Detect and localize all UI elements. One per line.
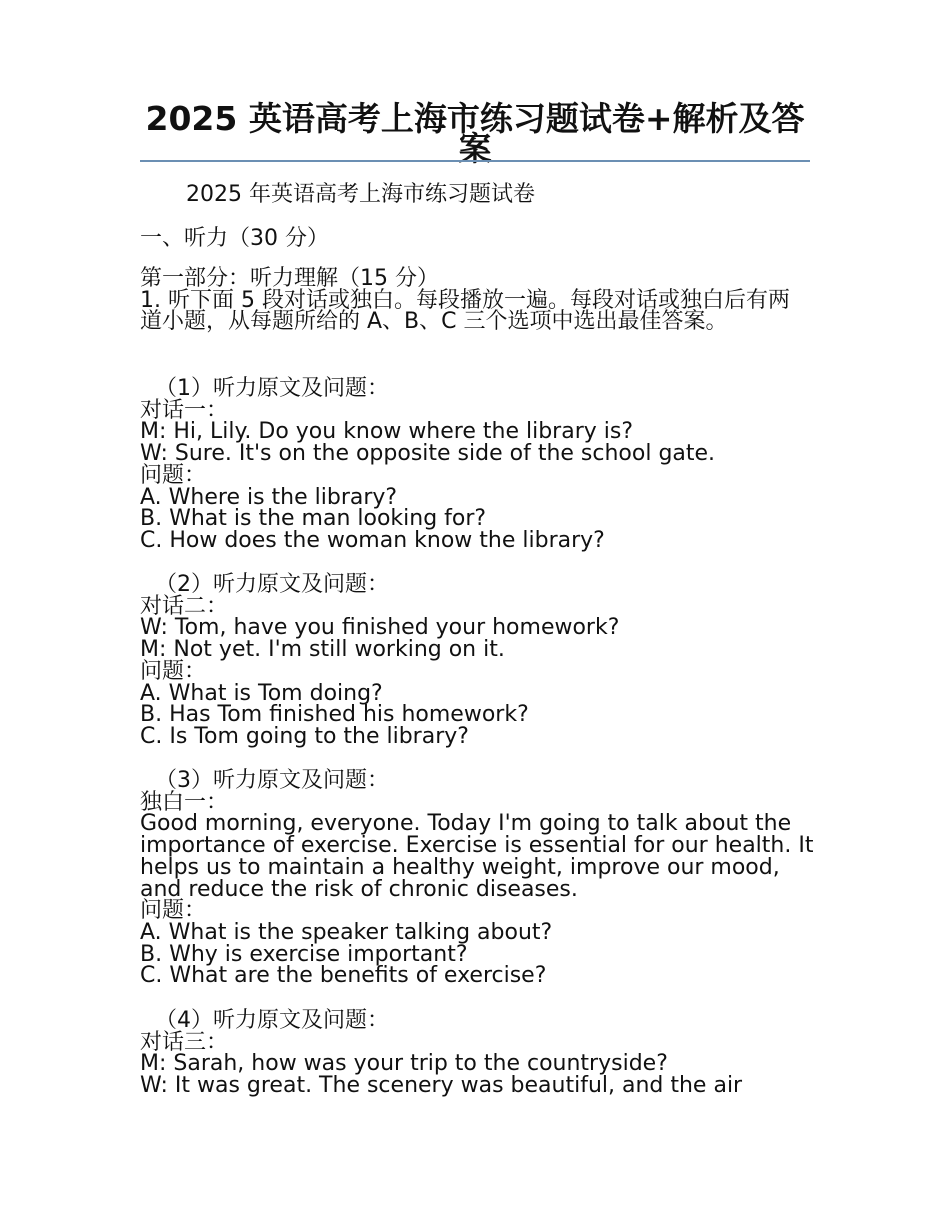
dialogue-label: 对话一： (140, 397, 229, 423)
question-label: 问题： (140, 898, 207, 924)
part-block (140, 268, 810, 333)
instruction-text: 1. 听下面 5 段对话或独白。每段播放一遍。每段对话或独白后有两道小题，从每题所给的 A、B、C 三个选项中选出最佳答案。 (140, 287, 790, 335)
dialogue-line: M: Hi, Lily. Do you know where the library is? (140, 419, 634, 445)
question-label: 问题： (140, 658, 207, 684)
question-block-1 (140, 378, 820, 552)
dialogue-line: M: Sarah, how was your trip to the countryside? (140, 1051, 668, 1077)
document-subtitle: 2025 年英语高考上海市练习题试卷 (186, 182, 535, 207)
option-c: C. Is Tom going to the library? (140, 723, 469, 749)
title-divider (140, 160, 810, 162)
dialogue-label: 对话三： (140, 1029, 229, 1055)
option-a: A. What is the speaker talking about? (140, 919, 553, 945)
question-heading: （2）听力原文及问题： (155, 572, 389, 597)
option-c: C. How does the woman know the library? (140, 527, 605, 553)
option-c: C. What are the benefits of exercise? (140, 963, 547, 989)
dialogue-line: W: Sure. It's on the opposite side of the school gate. (140, 441, 716, 467)
question-label: 问题： (140, 462, 207, 488)
question-heading: （3）听力原文及问题： (155, 768, 389, 793)
monologue-paragraph: Good morning, everyone. Today I'm going to talk about the importance of exercise. Exercise is essential for our health. It helps us to maintain a healthy weight, improve our mood, and reduce the risk of chronic diseases. (140, 811, 814, 902)
option-b: B. Has Tom finished his homework? (140, 702, 529, 728)
question-heading: （1）听力原文及问题： (155, 376, 389, 401)
document-title: 2025 英语高考上海市练习题试卷+解析及答案 (145, 99, 805, 168)
dialogue-label: 对话二： (140, 593, 229, 619)
question-heading: （4）听力原文及问题： (155, 1008, 389, 1033)
dialogue-line: M: Not yet. I'm still working on it. (140, 637, 505, 663)
option-a: A. Where is the library? (140, 484, 398, 510)
option-b: B. Why is exercise important? (140, 941, 468, 967)
section-heading: 一、听力（30 分） (140, 226, 329, 251)
dialogue-line: W: Tom, have you finished your homework? (140, 615, 620, 641)
monologue-label: 独白一： (140, 789, 229, 815)
question-block-4 (140, 1010, 820, 1097)
question-block-3 (140, 770, 820, 987)
part-heading: 第一部分：听力理解（15 分） (140, 266, 439, 291)
dialogue-line: W: It was great. The scenery was beautiful, and the air (140, 1073, 743, 1099)
question-block-2 (140, 574, 820, 748)
option-a: A. What is Tom doing? (140, 680, 383, 706)
option-b: B. What is the man looking for? (140, 506, 487, 532)
